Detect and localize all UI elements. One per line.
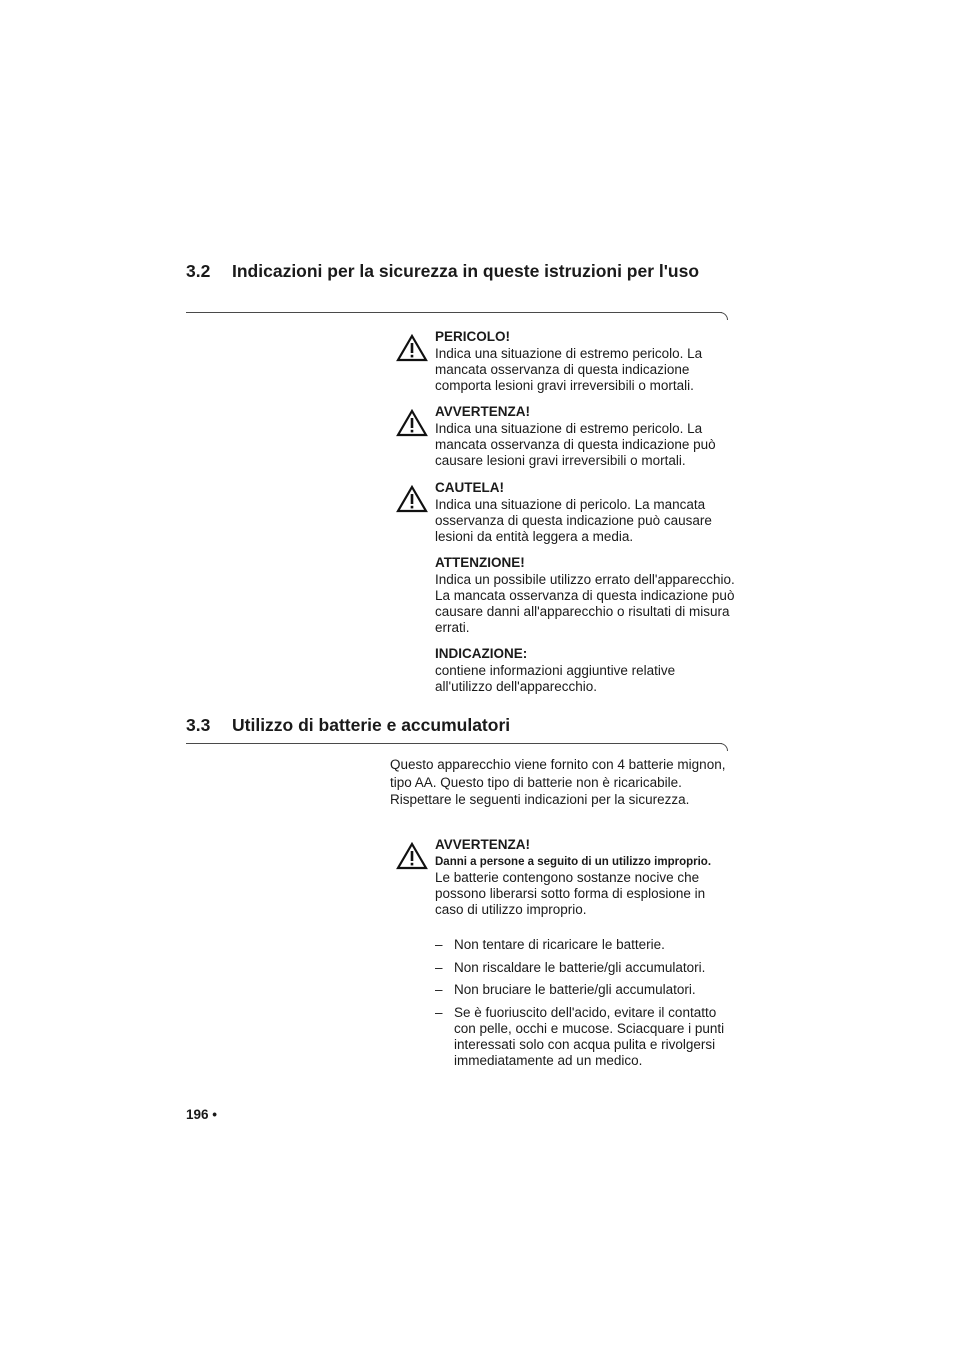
list-item bbox=[435, 937, 735, 953]
notice-text: Indica una situazione di estremo pericolo. La mancata osservanza di questa indicazione comporta lesioni gravi irreversibili o mortali. bbox=[435, 346, 703, 393]
list-marker: – bbox=[435, 1004, 443, 1020]
list-item bbox=[435, 1005, 735, 1069]
section-3-3-heading bbox=[186, 714, 726, 737]
notice-cautela bbox=[435, 479, 735, 545]
list-item-text: Se è fuoriuscito dell'acido, evitare il contatto con pelle, occhi e mucose. Sciacquare i punti interessati solo con acqua pulita e rivolgersi immediatamente ad un medico. bbox=[454, 1004, 725, 1068]
section-title: Utilizzo di batterie e accumulatori bbox=[232, 715, 511, 735]
battery-safety-list bbox=[435, 937, 735, 1075]
notice-label: CAUTELA! bbox=[435, 480, 504, 495]
warning-triangle-icon bbox=[396, 334, 428, 362]
battery-intro-paragraph: Questo apparecchio viene fornito con 4 batterie mignon, tipo AA. Questo tipo di batterie non è ricaricabile. Rispettare le seguenti indicazioni per la sicurezza. bbox=[390, 757, 726, 807]
notice-label: AVVERTENZA! bbox=[435, 404, 531, 419]
list-item bbox=[435, 982, 735, 998]
warning-triangle-icon bbox=[396, 485, 428, 513]
list-item bbox=[435, 960, 735, 976]
section-3-2-heading bbox=[186, 260, 726, 283]
section-number: 3.2 bbox=[186, 261, 211, 281]
notice-text: Indica una situazione di pericolo. La mancata osservanza di questa indicazione può causare lesioni da entità leggera a media. bbox=[435, 497, 712, 544]
warning-triangle-icon bbox=[396, 842, 428, 870]
notice-label: INDICAZIONE: bbox=[435, 646, 528, 661]
section-number: 3.3 bbox=[186, 715, 211, 735]
divider-end bbox=[720, 743, 728, 751]
list-marker: – bbox=[435, 937, 443, 952]
notice-pericolo bbox=[435, 328, 735, 394]
notice-indicazione bbox=[435, 645, 735, 695]
notice-text: contiene informazioni aggiuntive relative all'utilizzo dell'apparecchio. bbox=[435, 663, 676, 694]
warning-text: Le batterie contengono sostanze nocive che possono liberarsi sotto forma di esplosione in caso di utilizzo improprio. bbox=[435, 870, 706, 917]
list-marker: – bbox=[435, 982, 443, 997]
page-number: 196 • bbox=[186, 1107, 218, 1122]
notice-label: PERICOLO! bbox=[435, 329, 511, 344]
list-item-text: Non tentare di ricaricare le batterie. bbox=[454, 937, 665, 952]
notice-label: ATTENZIONE! bbox=[435, 555, 525, 570]
list-marker: – bbox=[435, 959, 443, 975]
notice-text: Indica un possibile utilizzo errato dell'apparecchio. La mancata osservanza di questa indicazione può causare danni all'apparecchio o risultati di misura errati. bbox=[435, 572, 735, 635]
list-item-text: Non riscaldare le batterie/gli accumulatori. bbox=[454, 959, 706, 975]
section-divider bbox=[186, 743, 722, 744]
section-title: Indicazioni per la sicurezza in queste istruzioni per l'uso bbox=[232, 261, 700, 281]
section-divider bbox=[186, 312, 722, 313]
battery-warning bbox=[435, 836, 735, 918]
notice-avvertenza bbox=[435, 403, 735, 469]
warning-triangle-icon bbox=[396, 409, 428, 437]
warning-subhead: Danni a persone a seguito di un utilizzo improprio. bbox=[435, 856, 712, 868]
notice-text: Indica una situazione di estremo pericolo. La mancata osservanza di questa indicazione può causare lesioni gravi irreversibili o mortali. bbox=[435, 421, 716, 468]
list-item-text: Non bruciare le batterie/gli accumulatori. bbox=[454, 982, 696, 997]
divider-end bbox=[720, 312, 728, 320]
warning-label: AVVERTENZA! bbox=[435, 837, 531, 852]
notice-attenzione bbox=[435, 554, 735, 636]
